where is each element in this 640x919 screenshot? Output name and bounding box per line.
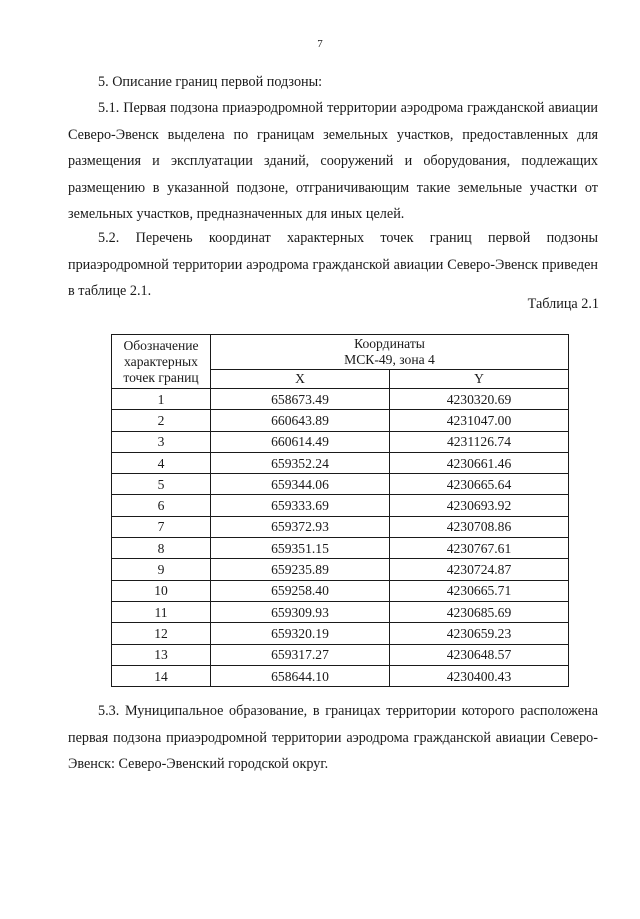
cell-point-number: 4: [112, 452, 211, 473]
table-row: [112, 580, 569, 601]
cell-y: 4230648.57: [390, 644, 569, 665]
paragraph-5-3: 5.3. Муниципальное образование, в границах территории которого расположена первая подзона приаэродромной территории аэродрома гражданской авиации Северо-Эвенск: Северо-Эвенский городской округ.: [68, 703, 598, 772]
page-number: 7: [317, 38, 323, 50]
cell-y: 4230708.86: [390, 516, 569, 537]
cell-point-number: 14: [112, 665, 211, 686]
table-body: [112, 389, 569, 687]
cell-y: 4230665.71: [390, 580, 569, 601]
cell-point-number: 2: [112, 410, 211, 431]
cell-x: 659235.89: [211, 559, 390, 580]
cell-x: 659320.19: [211, 623, 390, 644]
cell-y: 4230320.69: [390, 389, 569, 410]
cell-x: 658644.10: [211, 665, 390, 686]
cell-point-number: 5: [112, 474, 211, 495]
table-row: [112, 559, 569, 580]
table-row: [112, 623, 569, 644]
header-point-line-2: характерных: [124, 353, 198, 369]
cell-y: 4230659.23: [390, 623, 569, 644]
header-x: X: [211, 370, 390, 389]
cell-point-number: 12: [112, 623, 211, 644]
table-row: [112, 452, 569, 473]
header-coordinates-line-1: Координаты: [354, 336, 425, 351]
cell-x: 660614.49: [211, 431, 390, 452]
cell-point-number: 13: [112, 644, 211, 665]
table-row: [112, 495, 569, 516]
header-y: Y: [390, 370, 569, 389]
cell-y: 4230400.43: [390, 665, 569, 686]
cell-y: 4230665.64: [390, 474, 569, 495]
cell-y: 4230724.87: [390, 559, 569, 580]
header-coordinates-line-2: МСК-49, зона 4: [344, 352, 435, 367]
cell-x: 659309.93: [211, 601, 390, 622]
cell-x: 659351.15: [211, 538, 390, 559]
cell-y: 4230685.69: [390, 601, 569, 622]
cell-x: 659352.24: [211, 452, 390, 473]
header-point-line-1: Обозначение: [123, 337, 199, 353]
cell-y: 4230693.92: [390, 495, 569, 516]
table-row: [112, 644, 569, 665]
cell-x: 659317.27: [211, 644, 390, 665]
cell-point-number: 3: [112, 431, 211, 452]
cell-x: 660643.89: [211, 410, 390, 431]
header-point-designation: [112, 335, 211, 389]
cell-point-number: 11: [112, 601, 211, 622]
cell-point-number: 10: [112, 580, 211, 601]
table-row: [112, 389, 569, 410]
section-heading: 5. Описание границ первой подзоны:: [98, 74, 323, 90]
table-row: [112, 431, 569, 452]
cell-y: 4230767.61: [390, 538, 569, 559]
cell-y: 4231047.00: [390, 410, 569, 431]
cell-x: 659258.40: [211, 580, 390, 601]
paragraph-5-2: 5.2. Перечень координат характерных точек границ первой подзоны приаэродромной территории аэродрома гражданской авиации Северо-Эвенск приведен в таблице 2.1.: [68, 230, 598, 299]
coordinates-table: [111, 334, 569, 687]
paragraph-5-1: 5.1. Первая подзона приаэродромной территории аэродрома гражданской авиации Северо-Эвенск выделена по границам земельных участков, предоставленных для размещения и эксплуатации зданий, сооружений и оборудования, подлежащих размещению в указанной подзоне, отграничивающим такие земельные участки от земельных участков, предназначенных для иных целей.: [68, 100, 598, 222]
cell-y: 4231126.74: [390, 431, 569, 452]
cell-point-number: 1: [112, 389, 211, 410]
header-coordinates: [211, 335, 569, 370]
table-row: [112, 410, 569, 431]
cell-point-number: 9: [112, 559, 211, 580]
cell-x: 659372.93: [211, 516, 390, 537]
cell-x: 659333.69: [211, 495, 390, 516]
table-row: [112, 665, 569, 686]
cell-x: 658673.49: [211, 389, 390, 410]
cell-point-number: 7: [112, 516, 211, 537]
cell-point-number: 6: [112, 495, 211, 516]
table-row: [112, 601, 569, 622]
table-caption: Таблица 2.1: [527, 296, 599, 312]
cell-x: 659344.06: [211, 474, 390, 495]
cell-y: 4230661.46: [390, 452, 569, 473]
table-row: [112, 516, 569, 537]
header-point-line-3: точек границ: [123, 369, 199, 385]
table-row: [112, 474, 569, 495]
table-row: [112, 538, 569, 559]
cell-point-number: 8: [112, 538, 211, 559]
